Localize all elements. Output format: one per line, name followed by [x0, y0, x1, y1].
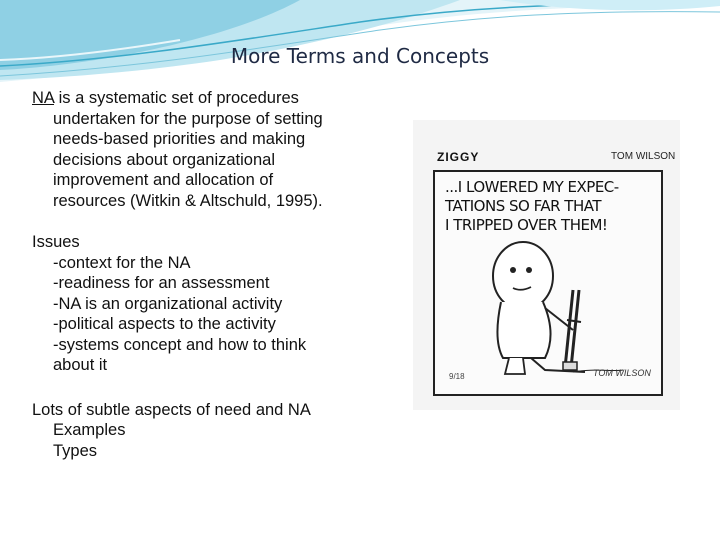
aspect-item: Examples	[53, 421, 126, 439]
aspect-item: Types	[53, 441, 98, 460]
na-abbreviation: NA	[32, 89, 55, 107]
na-definition-line: improvement and allocation of	[53, 171, 274, 189]
ziggy-comic	[413, 120, 680, 410]
aspects-heading: Lots of subtle aspects of need and NA	[32, 400, 311, 419]
comic-author: TOM WILSON	[611, 151, 676, 162]
issue-item: -context for the NA	[53, 253, 191, 272]
issue-item: -political aspects to the activity	[53, 315, 276, 333]
comic-date: 9/18	[449, 372, 465, 381]
comic-caption-line: I TRIPPED OVER THEM!	[445, 216, 608, 234]
comic-strip-title: ZIGGY	[437, 150, 480, 164]
na-definition-first-line: is a systematic set of procedures	[54, 89, 299, 107]
comic-caption	[445, 178, 655, 235]
na-definition-line: decisions about organizational	[53, 150, 275, 169]
slide-body	[32, 88, 402, 461]
issue-item: -systems concept and how to think	[53, 335, 307, 354]
na-definition-line: undertaken for the purpose of setting	[53, 109, 323, 128]
issues-section	[32, 232, 402, 376]
na-definition	[32, 88, 402, 211]
comic-caption-line: TATIONS SO FAR THAT	[445, 197, 601, 215]
issue-item: -NA is an organizational activity	[53, 294, 283, 313]
comic-caption-line: ...I LOWERED MY EXPEC-	[445, 178, 619, 196]
issue-item: -readiness for an assessment	[53, 274, 270, 292]
comic-signature: TOM WILSON	[593, 368, 651, 378]
ziggy-figure-icon	[473, 230, 633, 380]
slide-title: More Terms and Concepts	[230, 44, 490, 68]
issues-heading: Issues	[32, 233, 80, 251]
na-definition-line: needs-based priorities and making	[53, 130, 306, 148]
aspects-section	[32, 400, 402, 462]
na-definition-line: resources (Witkin & Altschuld, 1995).	[53, 191, 323, 210]
issue-item: about it	[53, 356, 108, 374]
